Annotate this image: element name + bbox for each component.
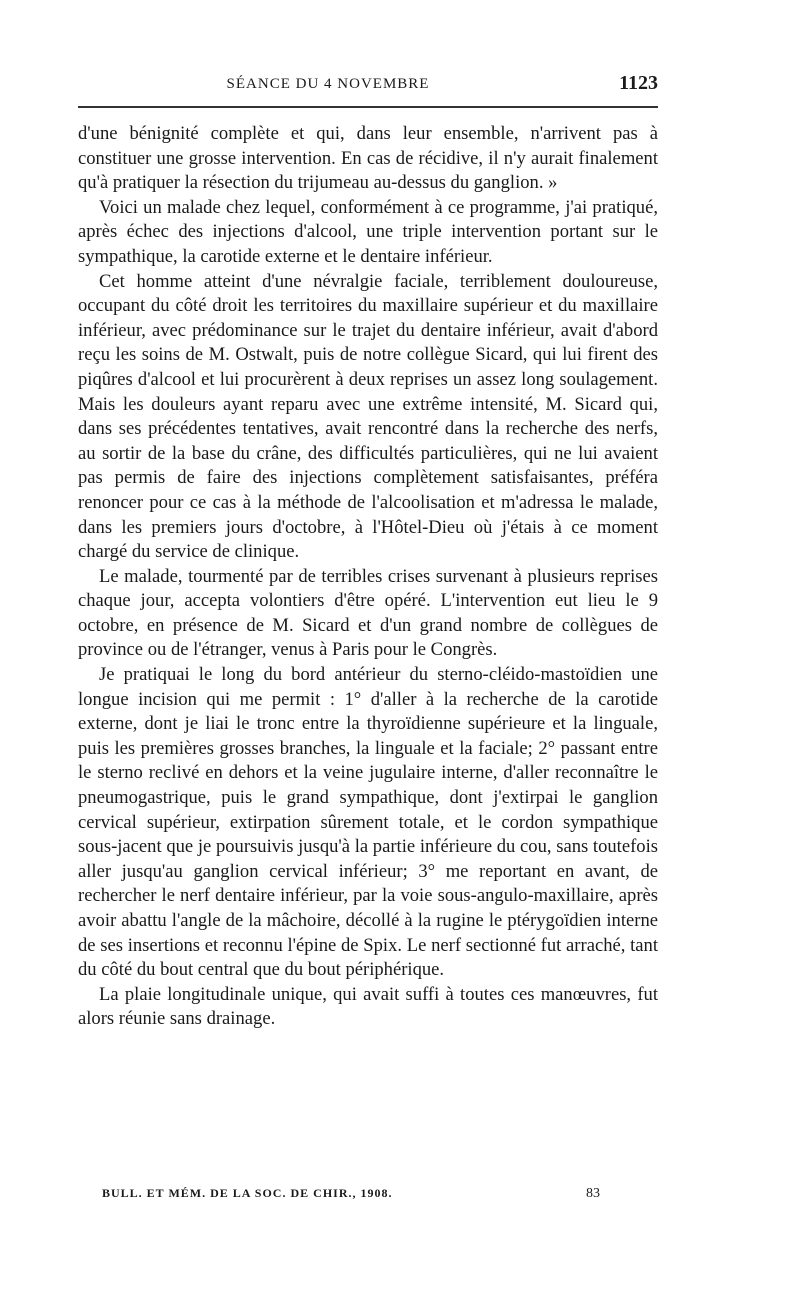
paragraph-1: d'une bénignité complète et qui, dans leur ensemble, n'arrivent pas à constituer une grosse intervention. En cas de récidive, il n'y aurait finalement qu'à pratiquer la résection du trijumeau au-dessus du ganglion. » (78, 123, 658, 194)
paragraph-6: La plaie longitudinale unique, qui avait suffi à toutes ces manœuvres, fut alors réunie sans drainage. (78, 983, 658, 1030)
body-text (78, 122, 658, 1032)
paragraph-2: Voici un malade chez lequel, conformément à ce programme, j'ai pratiqué, après échec des injections d'alcool, une triple intervention portant sur le sympathique, la carotide externe et le dentaire inférieur. (78, 196, 658, 267)
page-number: 1123 (619, 72, 658, 94)
header-rule (78, 106, 658, 108)
running-head (78, 70, 658, 100)
footer-reference: BULL. ET MÉM. DE LA SOC. DE CHIR., 1908. (102, 1186, 393, 1200)
footer-signature: 83 (586, 1186, 600, 1201)
paragraph-3: Cet homme atteint d'une névralgie faciale, terriblement douloureuse, occupant du côté droit les territoires du maxillaire supérieur et du maxillaire inférieur, avec prédominance sur le trajet du dentaire inférieur, avait d'abord reçu les soins de M. Ostwalt, puis de notre collègue Sicard, qui lui firent des piqûres d'alcool et lui procurèrent à deux reprises un assez long soulagement. Mais les douleurs ayant reparu avec une extrême intensité, M. Sicard qui, dans ses précédentes tentatives, avait rencontré dans la recherche des nerfs, au sortir de la base du crâne, des difficultés particulières, qui ne lui avaient pas permis de faire des injections complètement satisfaisantes, préféra renoncer pour ce cas à la méthode de l'alcoolisation et m'adressa le malade, dans les premiers jours d'octobre, à l'Hôtel-Dieu où j'étais à ce moment chargé du service de clinique. (78, 270, 658, 563)
running-title: SÉANCE DU 4 NOVEMBRE (226, 76, 430, 92)
paragraph-5: Je pratiquai le long du bord antérieur du sterno-cléido-mastoïdien une longue incision qui me permit : 1° d'aller à la recherche de la carotide externe, dont je liai le tronc entre la thyroïdienne supérieure et la linguale, puis les premières grosses branches, la linguale et la faciale; 2° passant entre le sterno reclivé en dehors et la veine jugulaire interne, d'aller reconnaître le pneumogastrique, puis le grand sympathique, dont j'extirpai le ganglion cervical supérieur, extirpation sûrement totale, et le cordon sympathique sous-jacent que je poursuivis jusqu'à la partie inférieure du cou, sans toutefois aller jusqu'au ganglion cervical inférieur; 3° me reportant en avant, de rechercher le nerf dentaire inférieur, par la voie sous-angulo-maxillaire, après avoir abattu l'angle de la mâchoire, décollé à la rugine le ptérygoïdien interne de ses insertions et reconnu l'épine de Spix. Le nerf sectionné fut arraché, tant du côté du bout central que du bout périphérique. (78, 664, 658, 981)
paragraph-4: Le malade, tourmenté par de terribles crises survenant à plusieurs reprises chaque jour, accepta volontiers d'être opéré. L'intervention eut lieu le 9 octobre, en présence de M. Sicard et d'un grand nombre de collègues de province ou de l'étranger, venus à Paris pour le Congrès. (78, 565, 658, 661)
page-footer (102, 1186, 600, 1206)
